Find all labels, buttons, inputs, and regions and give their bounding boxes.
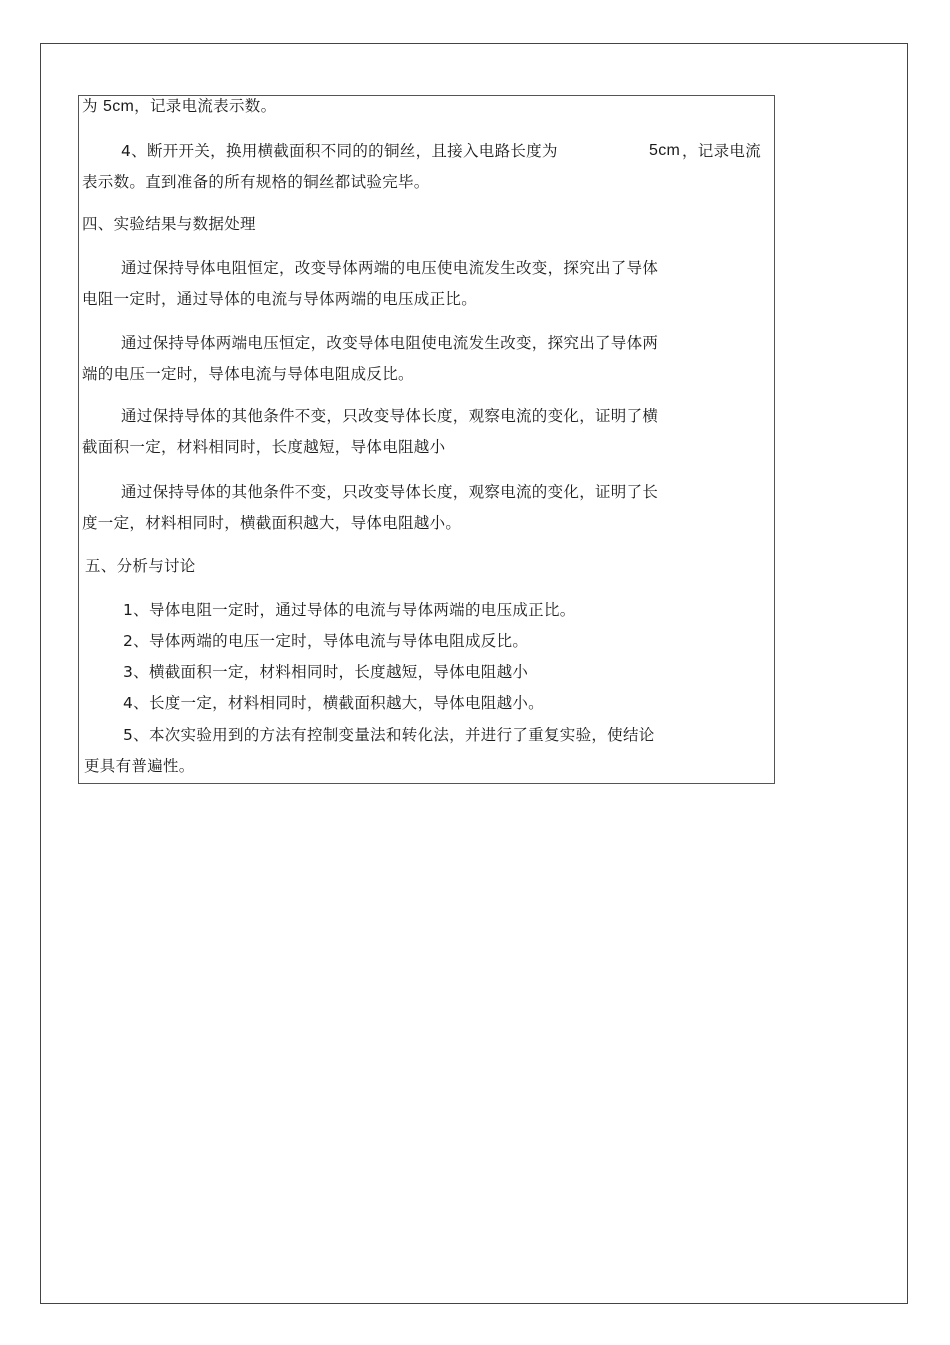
result-paragraph-4-line1: 通过保持导体的其他条件不变，只改变导体长度，观察电流的变化，证明了长 — [121, 483, 659, 501]
result-paragraph-1-line1: 通过保持导体电阻恒定，改变导体两端的电压使电流发生改变，探究出了导体 — [121, 259, 659, 277]
result-paragraph-1-line2: 电阻一定时，通过导体的电流与导体两端的电压成正比。 — [82, 290, 478, 308]
result-paragraph-3-line1: 通过保持导体的其他条件不变，只改变导体长度，观察电流的变化，证明了横 — [121, 407, 659, 425]
section5-heading: 五、分析与讨论 — [85, 557, 196, 575]
step4-length-value: 5cm — [649, 142, 681, 159]
discussion-item-2: 2、导体两端的电压一定时，导体电流与导体电阻成反比。 — [123, 632, 529, 650]
section4-heading: 四、实验结果与数据处理 — [82, 215, 256, 233]
result-paragraph-3-line2: 截面积一定，材料相同时，长度越短，导体电阻越小 — [82, 438, 446, 456]
result-paragraph-2-line1: 通过保持导体两端电压恒定，改变导体电阻使电流发生改变，探究出了导体两 — [121, 334, 659, 352]
step4-line1-tail: ，记录电流 — [682, 142, 762, 160]
step4-line2: 表示数。直到准备的所有规格的铜丝都试验完毕。 — [82, 173, 430, 191]
discussion-item-1: 1、导体电阻一定时，通过导体的电流与导体两端的电压成正比。 — [123, 601, 576, 619]
discussion-item-3: 3、横截面积一定，材料相同时，长度越短，导体电阻越小 — [123, 663, 529, 681]
result-paragraph-4-line2: 度一定，材料相同时，横截面积越大，导体电阻越小。 — [82, 514, 462, 532]
result-paragraph-2-line2: 端的电压一定时，导体电流与导体电阻成反比。 — [82, 365, 414, 383]
discussion-item-5-cont: 更具有普遍性。 — [84, 757, 195, 775]
step3-continuation: 为 5cm，记录电流表示数。 — [82, 97, 277, 115]
step4-line1: 4、断开开关，换用横截面积不同的的铜丝，且接入电路长度为 — [121, 142, 558, 160]
discussion-item-5: 5、本次实验用到的方法有控制变量法和转化法，并进行了重复实验，使结论 — [123, 726, 655, 744]
discussion-item-4: 4、长度一定，材料相同时，横截面积越大，导体电阻越小。 — [123, 694, 544, 712]
